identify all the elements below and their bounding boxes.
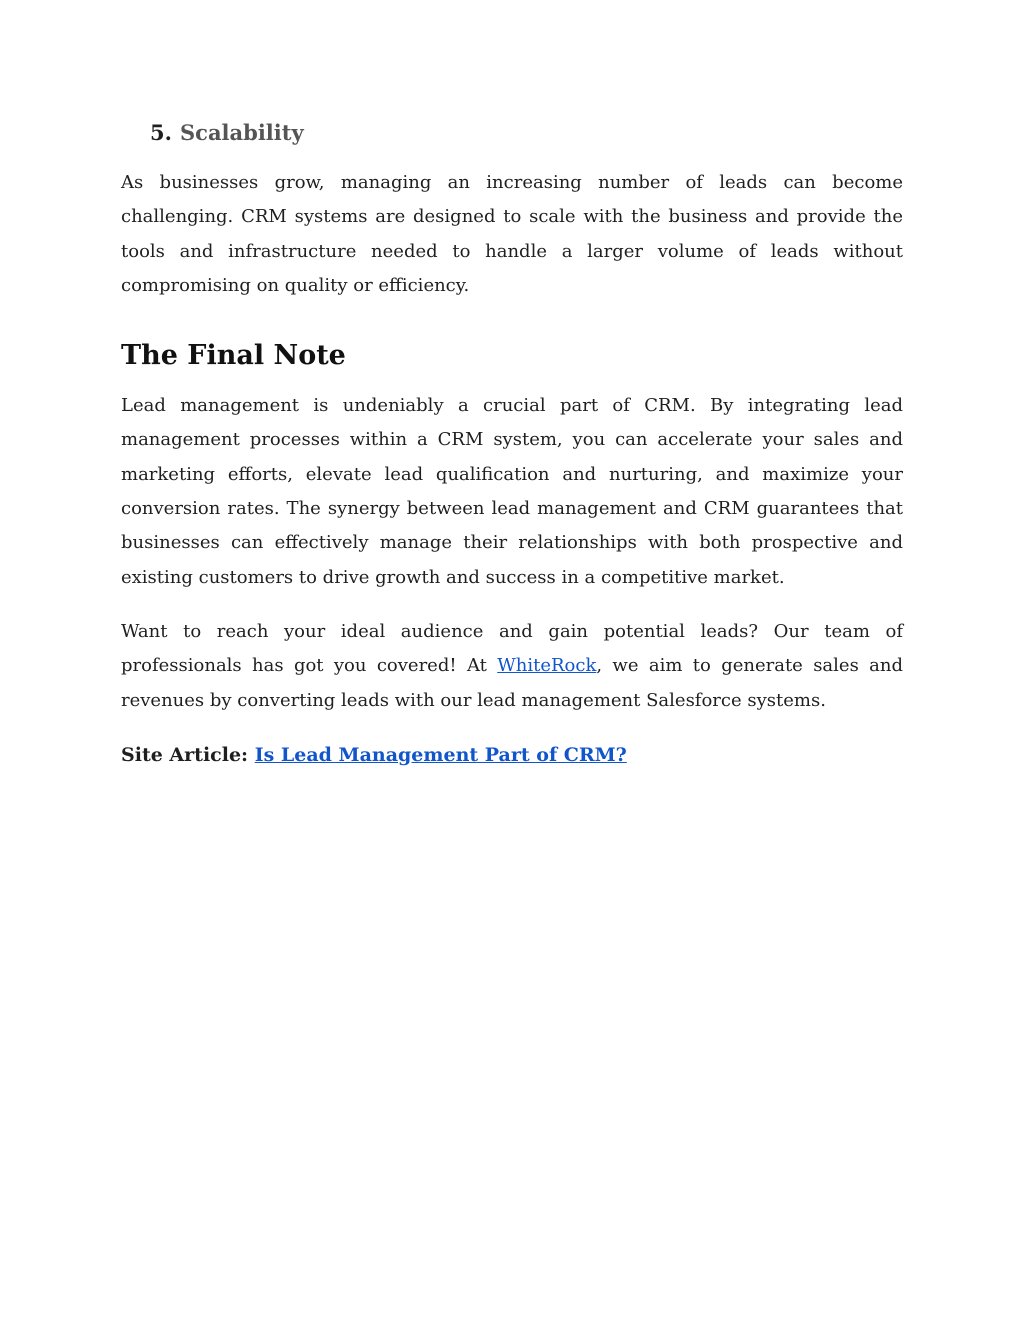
scalability-paragraph: As businesses grow, managing an increasing number of leads can become challenging. CRM systems are designed to scale with the business and provide the tools and infrastructure needed to handle a larger volume of leads without compromising on quality or efficiency. — [121, 172, 903, 296]
paragraph-2-text-after: , we aim to generate sales and revenues by converting leads with our lead management Salesforce systems. — [121, 655, 904, 711]
list-title: Scalability — [180, 120, 304, 145]
final-note-paragraph-2 — [121, 615, 903, 718]
scalability-heading — [150, 116, 903, 150]
site-article-link[interactable]: Is Lead Management Part of CRM? — [254, 743, 627, 766]
site-article-line — [121, 738, 903, 772]
list-number: 5. — [150, 120, 172, 145]
whiterock-link[interactable]: WhiteRock — [497, 655, 597, 677]
final-note-heading: The Final Note — [121, 340, 346, 372]
paragraph-2-text-before: Want to reach your ideal audience and gain potential leads? Our team of professionals has got you covered! At — [121, 620, 903, 677]
site-article-label: Site Article: — [121, 743, 249, 766]
document-content — [121, 116, 903, 772]
final-note-paragraph-1: Lead management is undeniably a crucial part of CRM. By integrating lead management processes within a CRM system, you can accelerate your sales and marketing efforts, elevate lead qualification and nurturing, and maximize your conversion rates. The synergy between lead management and CRM guarantees that businesses can effectively manage their relationships with both prospective and existing customers to drive growth and success in a competitive market. — [121, 395, 903, 588]
